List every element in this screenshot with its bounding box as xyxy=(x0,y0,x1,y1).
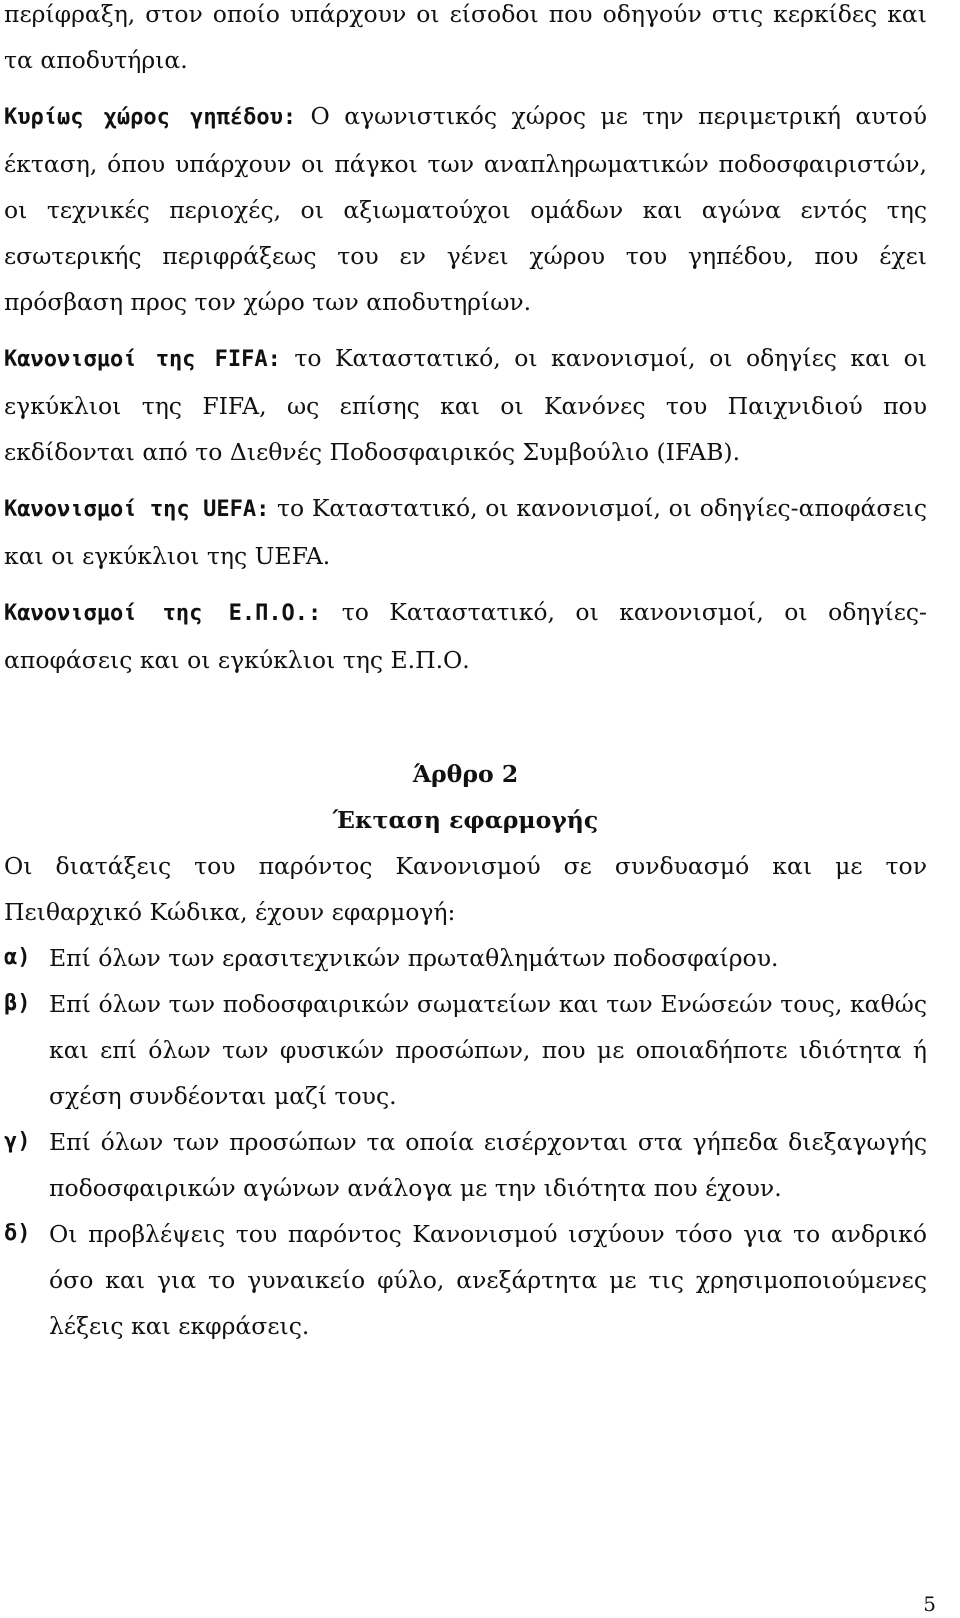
definition-term: Κυρίως χώρος γηπέδου: xyxy=(4,105,297,130)
list-item xyxy=(4,981,927,1119)
definition-main-field xyxy=(4,93,927,325)
definition-term: Κανονισμοί της FIFA: xyxy=(4,347,281,372)
definition-text: το Καταστατικό, οι κανονισμοί, οι οδηγίες και οι εγκύκλιοι της FIFA, ως επίσης και οι Κανόνες του Παιχνιδιού που εκδίδονται από το Διεθνές Ποδοσφαιρικός Συμβούλιο (IFAB). xyxy=(4,344,927,466)
list-item xyxy=(4,935,927,981)
page-number: 5 xyxy=(923,1592,936,1616)
list-item xyxy=(4,1211,927,1349)
list-item-text: Επί όλων των ποδοσφαιρικών σωματείων και των Ενώσεών τους, καθώς και επί όλων των φυσικών προσώπων, που με οποιαδήποτε ιδιότητα ή σχέση συνδέονται μαζί τους. xyxy=(49,990,927,1110)
list-marker: γ) xyxy=(4,1129,31,1154)
article-number: Άρθρο 2 xyxy=(412,760,519,788)
definition-term: Κανονισμοί της Ε.Π.Ο.: xyxy=(4,601,322,626)
list-marker: β) xyxy=(4,991,31,1016)
definition-fifa-rules xyxy=(4,335,927,475)
document-page xyxy=(4,0,927,1349)
list-item-text: Επί όλων των προσώπων τα οποία εισέρχονται στα γήπεδα διεξαγωγής ποδοσφαιρικών αγώνων ανάλογα με την ιδιότητα που έχουν. xyxy=(49,1128,927,1202)
list-marker: α) xyxy=(4,945,31,970)
list-item-text: Οι προβλέψεις του παρόντος Κανονισμού ισχύουν τόσο για το ανδρικό όσο και για το γυναικείο φύλο, ανεξάρτητα με τις χρησιμοποιούμενες λέξεις και εκφράσεις. xyxy=(49,1220,927,1340)
definition-term: Κανονισμοί της UEFA: xyxy=(4,497,270,522)
definition-text: το Καταστατικό, οι κανονισμοί, οι οδηγίες-αποφάσεις και οι εγκύκλιοι της UEFA. xyxy=(4,494,927,570)
list-marker: δ) xyxy=(4,1221,31,1246)
definition-text: Ο αγωνιστικός χώρος με την περιμετρική αυτού έκταση, όπου υπάρχουν οι πάγκοι των αναπληρωματικών ποδοσφαιριστών, οι τεχνικές περιοχές, οι αξιωματούχοι ομάδων και αγώνα εντός της εσωτερικής περιφράξεως του εν γένει χώρου του γηπέδου, που έχει πρόσβαση προς τον χώρο των αποδυτηρίων. xyxy=(4,102,927,316)
article-title: Έκταση εφαρμογής xyxy=(332,806,599,834)
definition-text: περίφραξη, στον οποίο υπάρχουν οι είσοδοι που οδηγούν στις κερκίδες και τα αποδυτήρια. xyxy=(4,0,927,74)
list-item-text: Επί όλων των ερασιτεχνικών πρωταθλημάτων ποδοσφαίρου. xyxy=(49,944,779,972)
list-item xyxy=(4,1119,927,1211)
definition-text: το Καταστατικό, οι κανονισμοί, οι οδηγίες-αποφάσεις και οι εγκύκλιοι της Ε.Π.Ο. xyxy=(4,598,927,674)
article-intro: Οι διατάξεις του παρόντος Κανονισμού σε συνδυασμό και με τον Πειθαρχικό Κώδικα, έχουν εφαρμογή: xyxy=(4,852,927,926)
definition-continuation xyxy=(4,0,927,83)
definition-uefa-rules xyxy=(4,485,927,579)
definition-epo-rules xyxy=(4,589,927,683)
